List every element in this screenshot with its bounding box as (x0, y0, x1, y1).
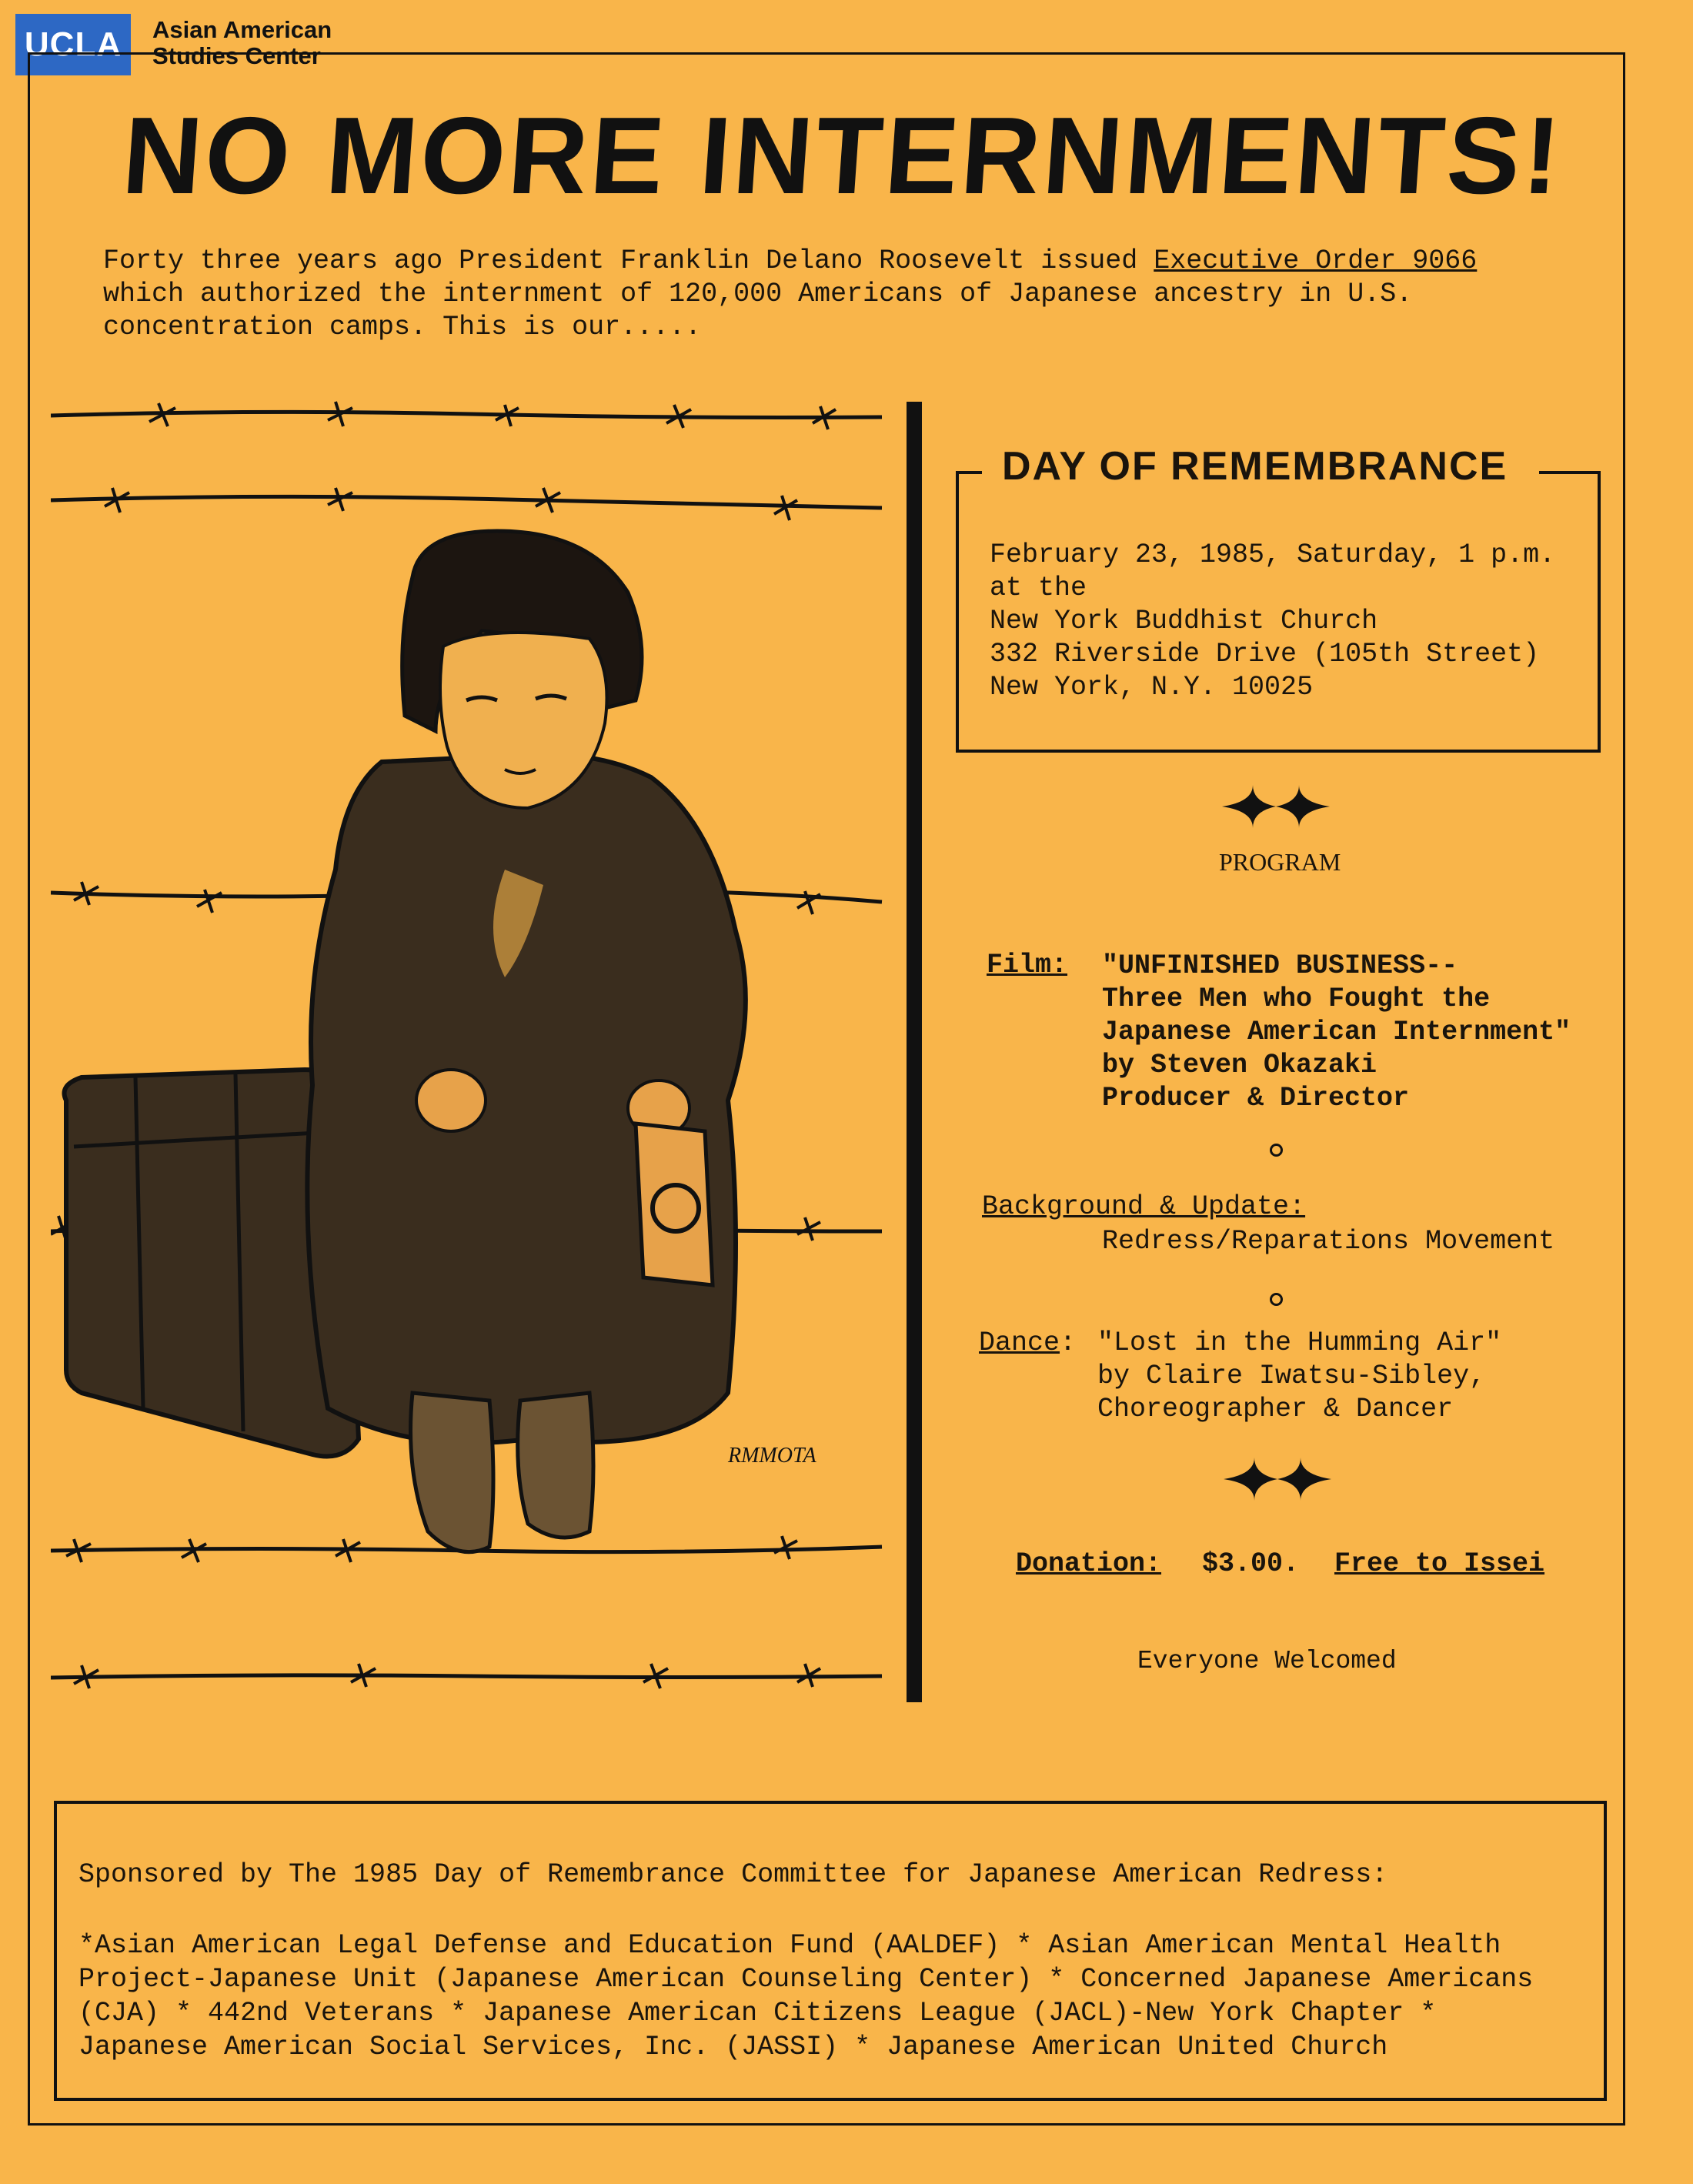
sponsor-box (54, 1801, 1607, 2101)
background-details: Redress/Reparations Movement (1102, 1226, 1555, 1257)
film-details (1102, 950, 1571, 1115)
main-title: NO MORE INTERNMENTS! (119, 95, 1568, 217)
donation-amount: $3.00. (1202, 1548, 1300, 1579)
child-behind-barbed-wire-illustration (51, 392, 890, 1701)
event-at: at the (990, 573, 1087, 603)
program-heading: PROGRAM (1219, 848, 1341, 876)
child-figure (307, 754, 746, 1552)
dance-performer: by Claire Iwatsu-Sibley, (1097, 1361, 1486, 1391)
intro-part2: which authorized the internment of 120,000 Americans of Japanese ancestry in U.S. concentration camps. This is our..... (103, 279, 1413, 342)
barbed-wire-2 (51, 496, 882, 508)
center-name-line1: Asian American (152, 16, 332, 43)
intro-paragraph (103, 245, 1550, 344)
event-city: New York, N.Y. 10025 (990, 672, 1314, 703)
dance-label-group (979, 1327, 1076, 1360)
film-label: Film: (987, 950, 1068, 980)
center-name-line2: Studies Center (152, 42, 321, 69)
event-street: 332 Riverside Drive (105th Street) (990, 639, 1540, 670)
film-role: Producer & Director (1102, 1083, 1410, 1114)
film-director: by Steven Okazaki (1102, 1050, 1377, 1080)
background-label: Background & Update: (982, 1191, 1306, 1222)
box-top-rule-right (1539, 471, 1601, 474)
box-top-rule-left (956, 471, 982, 474)
event-details (990, 539, 1555, 704)
barbed-wire-6 (51, 1675, 882, 1678)
dance-title: "Lost in the Humming Air" (1097, 1327, 1502, 1358)
donation-free-note: Free to Issei (1334, 1548, 1545, 1579)
vertical-divider (907, 402, 922, 1702)
artist-signature: RMMOTA (728, 1444, 816, 1468)
sponsor-line-3: (CJA) * 442nd Veterans * Japanese American Citizens League (JACL)-New York Chapter * (78, 1998, 1437, 2029)
day-of-remembrance-title: DAY OF REMEMBRANCE (1002, 444, 1508, 489)
dance-label: Dance (979, 1327, 1060, 1358)
separator-dot (1270, 1293, 1283, 1306)
film-title-line2: Three Men who Fought the (1102, 983, 1491, 1014)
event-info-box (956, 444, 1601, 753)
intro-part1: Forty three years ago President Franklin Delano Roosevelt issued (103, 245, 1154, 276)
film-title-line3: Japanese American Internment" (1102, 1017, 1571, 1047)
everyone-welcomed: Everyone Welcomed (1137, 1647, 1397, 1675)
sparkle-ornament-icon (1216, 1456, 1339, 1502)
sponsor-heading: Sponsored by The 1985 Day of Remembrance Committee for Japanese American Redress: (78, 1859, 1388, 1890)
film-title-line1: "UNFINISHED BUSINESS-- (1102, 950, 1458, 981)
donation-label: Donation: (1016, 1548, 1162, 1579)
executive-order: Executive Order 9066 (1154, 245, 1478, 276)
dance-label-colon: : (1060, 1327, 1077, 1358)
dance-details (1097, 1327, 1501, 1426)
sponsor-list (78, 1929, 1602, 2064)
ucla-logo: UCLA (15, 14, 131, 75)
event-date: February 23, 1985, Saturday, 1 p.m. (990, 539, 1556, 570)
sparkle-ornament-icon (1214, 783, 1337, 830)
barbed-wire-1 (51, 412, 882, 417)
dance-role: Choreographer & Dancer (1097, 1394, 1454, 1424)
event-venue: New York Buddhist Church (990, 606, 1378, 636)
separator-dot (1270, 1144, 1283, 1157)
sponsor-line-4: Japanese American Social Services, Inc. (JASSI) * Japanese American United Church (78, 2032, 1388, 2062)
sponsor-line-1: *Asian American Legal Defense and Education Fund (AALDEF) * Asian American Mental Health (78, 1930, 1501, 1961)
sponsor-line-2: Project-Japanese Unit (Japanese American Counseling Center) * Concerned Japanese Americans (78, 1964, 1534, 1995)
